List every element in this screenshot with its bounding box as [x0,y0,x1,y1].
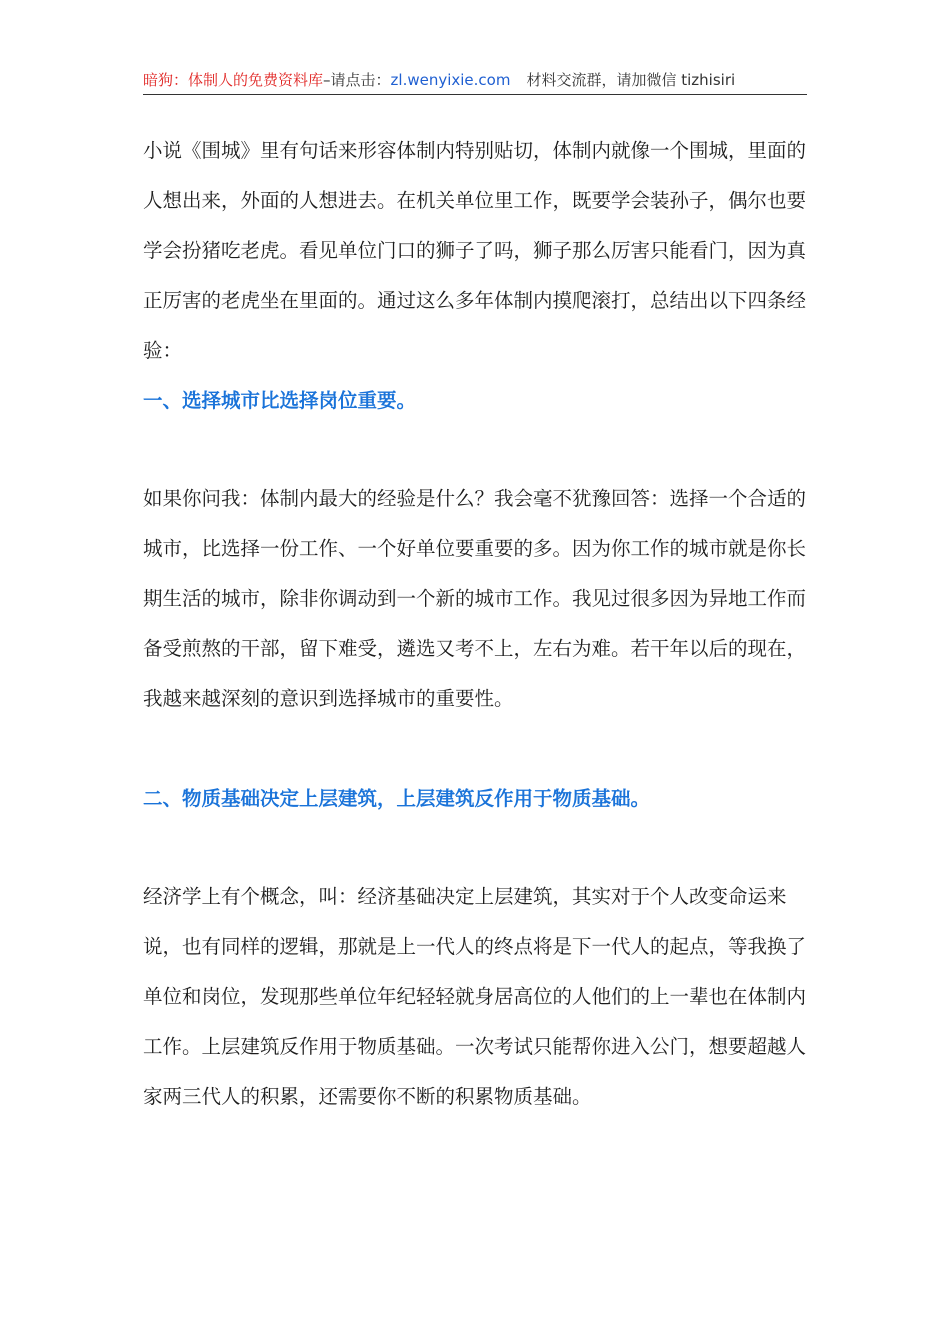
section-1-paragraph: 如果你问我：体制内最大的经验是什么？我会毫不犹豫回答：选择一个合适的城市，比选择一份工作、一个好单位要重要的多。因为你工作的城市就是你长期生活的城市，除非你调动到一个新的城市工作。我见过很多因为异地工作而备受煎熬的干部，留下难受，遴选又考不上，左右为难。若干年以后的现在，我越来越深刻的意识到选择城市的重要性。 [143,487,807,710]
section-1-heading: 一、选择城市比选择岗位重要。 [143,389,417,412]
header-click-prompt: –请点击： [323,71,391,89]
section-2-paragraph: 经济学上有个概念，叫：经济基础决定上层建筑，其实对于个人改变命运来说，也有同样的逻辑，那就是上一代人的终点将是下一代人的起点，等我换了单位和岗位，发现那些单位年纪轻轻就身居高位的人他们的上一辈也在体制内工作。上层建筑反作用于物质基础。一次考试只能帮你进入公门，想要超越人家两三代人的积累，还需要你不断的积累物质基础。 [143,885,807,1108]
intro-paragraph: 小说《围城》里有句话来形容体制内特别贴切，体制内就像一个围城，里面的人想出来，外面的人想进去。在机关单位里工作，既要学会装孙子，偶尔也要学会扮猪吃老虎。看见单位门口的狮子了吗，狮子那么厉害只能看门，因为真正厉害的老虎坐在里面的。通过这么多年体制内摸爬滚打，总结出以下四条经验： [143,139,807,362]
header-url-link[interactable]: zl.wenyixie.com [390,71,511,89]
page-header [143,66,807,95]
section-2-heading: 二、物质基础决定上层建筑，上层建筑反作用于物质基础。 [143,787,651,810]
header-wechat-note: 材料交流群，请加微信 tizhisiri [526,71,736,89]
header-brand: 暗狗：体制人的免费资料库 [143,71,324,89]
